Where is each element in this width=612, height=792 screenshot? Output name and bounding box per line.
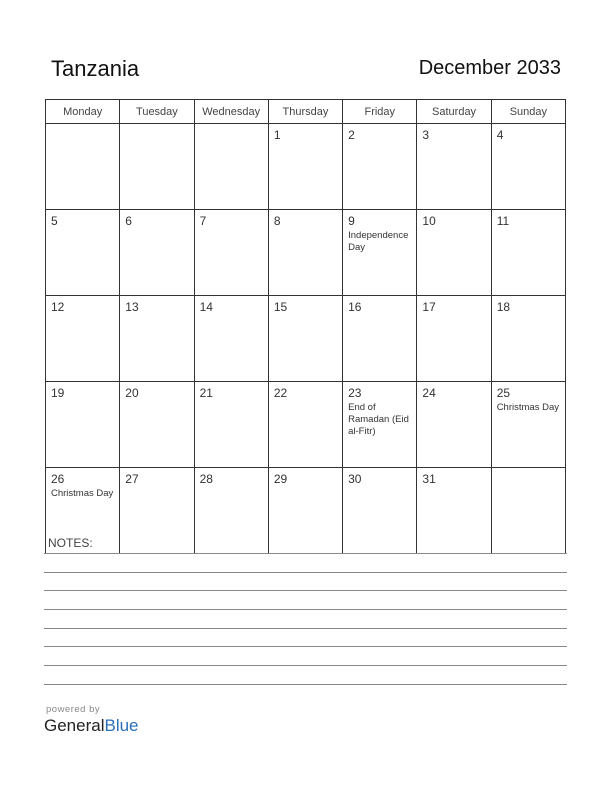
country-title: Tanzania	[51, 56, 140, 81]
day-cell	[120, 296, 194, 382]
holiday-label: Christmas Day	[496, 402, 559, 413]
day-number: 11	[496, 214, 510, 228]
day-cell	[268, 382, 342, 468]
day-number: 15	[273, 300, 288, 314]
day-cell	[46, 124, 120, 210]
notes-label: NOTES:	[48, 536, 93, 550]
day-cell	[491, 124, 565, 210]
day-number: 17	[422, 300, 436, 314]
day-cell	[417, 468, 491, 554]
day-cell	[343, 296, 417, 382]
day-number: 22	[273, 386, 288, 400]
day-number: 19	[51, 386, 65, 400]
day-cell	[491, 382, 565, 468]
week-row	[46, 382, 566, 468]
day-cell	[417, 210, 491, 296]
day-cell	[194, 382, 268, 468]
note-line	[44, 609, 567, 610]
day-number: 26	[51, 472, 65, 486]
day-number: 12	[51, 300, 65, 314]
generalblue-logo	[44, 716, 139, 736]
day-number: 27	[125, 472, 139, 486]
holiday-label: End of Ramadan (Eid al-Fitr)	[348, 402, 409, 437]
brand-blue-text: Blue	[104, 716, 139, 735]
week-row	[46, 124, 566, 210]
day-cell	[268, 210, 342, 296]
day-number: 2	[348, 128, 355, 142]
day-number: 6	[125, 214, 132, 228]
day-number: 16	[348, 300, 362, 314]
day-number: 14	[199, 300, 213, 314]
day-cell	[268, 124, 342, 210]
day-cell	[194, 210, 268, 296]
weekday-header-row	[46, 100, 566, 124]
weekday-header: Tuesday	[120, 100, 194, 124]
day-cell	[46, 382, 120, 468]
weekday-header: Thursday	[268, 100, 342, 124]
weekday-header: Saturday	[417, 100, 491, 124]
day-cell	[46, 210, 120, 296]
day-number: 8	[273, 214, 281, 228]
day-number: 29	[273, 472, 288, 486]
powered-by-text: powered by	[46, 704, 101, 715]
day-number: 3	[422, 128, 430, 142]
brand-general-text: General	[44, 716, 105, 735]
calendar-grid	[45, 99, 566, 554]
holiday-label: Christmas Day	[51, 488, 114, 499]
day-number: 10	[422, 214, 436, 228]
day-cell	[417, 124, 491, 210]
week-row	[46, 468, 566, 554]
day-number: 1	[273, 128, 281, 142]
weekday-header: Sunday	[491, 100, 565, 124]
day-cell	[491, 210, 565, 296]
day-cell	[120, 468, 194, 554]
note-line	[44, 553, 567, 554]
day-number: 28	[199, 472, 213, 486]
month-year-title: December 2033	[418, 57, 561, 79]
weekday-header: Monday	[46, 100, 120, 124]
day-number: 13	[125, 300, 139, 314]
weekday-header: Wednesday	[194, 100, 268, 124]
note-line	[44, 646, 567, 647]
day-number: 7	[199, 214, 207, 228]
day-cell	[120, 210, 194, 296]
day-cell	[417, 296, 491, 382]
day-cell	[194, 124, 268, 210]
day-cell	[120, 382, 194, 468]
day-cell	[491, 468, 565, 554]
day-cell	[194, 296, 268, 382]
day-number: 25	[496, 386, 511, 400]
day-cell	[194, 468, 268, 554]
day-number: 20	[125, 386, 139, 400]
note-line	[44, 684, 567, 685]
day-cell	[491, 296, 565, 382]
day-cell	[343, 210, 417, 296]
note-line	[44, 665, 567, 666]
day-number: 23	[348, 386, 362, 400]
day-number: 5	[51, 214, 58, 228]
day-cell	[120, 124, 194, 210]
weekday-header: Friday	[343, 100, 417, 124]
week-row	[46, 296, 566, 382]
holiday-label: Independence Day	[348, 230, 409, 253]
day-number: 24	[422, 386, 436, 400]
day-number: 30	[348, 472, 362, 486]
day-number: 4	[496, 128, 504, 142]
day-cell	[343, 382, 417, 468]
day-number: 18	[496, 300, 511, 314]
day-cell	[268, 296, 342, 382]
day-number: 21	[199, 386, 213, 400]
note-line	[44, 628, 567, 629]
day-cell	[343, 124, 417, 210]
day-cell	[417, 382, 491, 468]
day-cell	[343, 468, 417, 554]
note-line	[44, 572, 567, 573]
week-row	[46, 210, 566, 296]
day-cell	[46, 296, 120, 382]
day-number: 9	[348, 214, 355, 228]
note-line	[44, 590, 567, 591]
day-cell	[268, 468, 342, 554]
day-number: 31	[422, 472, 436, 486]
